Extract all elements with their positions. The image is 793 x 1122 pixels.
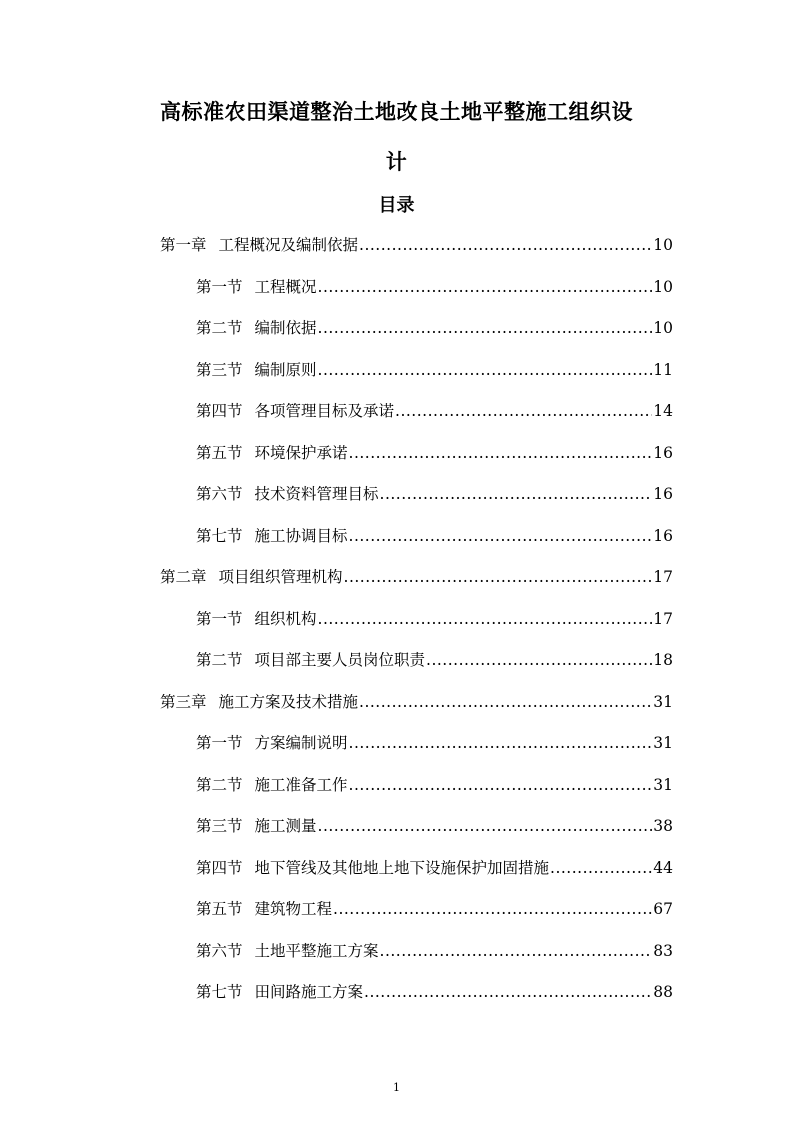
toc-section-2-1[interactable] (196, 604, 673, 634)
toc-entry-title: 组织机构 (254, 609, 317, 628)
toc-dot-leader (426, 645, 652, 675)
toc-section-3-6[interactable] (196, 936, 673, 966)
toc-entry-title: 建筑物工程 (254, 900, 333, 918)
toc-entry-title: 施工准备工作 (254, 775, 348, 794)
document-title-continued: 计 (385, 150, 408, 174)
toc-entry-number: 第二节 (196, 319, 243, 337)
toc-entry-page: 83 (653, 941, 673, 960)
toc-entry-title: 土地平整施工方案 (254, 941, 379, 960)
toc-entry-page: 10 (653, 236, 673, 254)
toc-dot-leader (380, 479, 653, 509)
toc-entry-number: 第五节 (196, 900, 243, 918)
toc-entry-title: 环境保护承诺 (254, 443, 348, 462)
toc-entry-title: 编制依据 (254, 319, 317, 337)
toc-entry-title: 工程概况 (254, 277, 317, 296)
toc-entry-title: 编制原则 (254, 360, 317, 379)
toc-section-3-1[interactable] (196, 728, 673, 758)
toc-entry-number: 第四节 (196, 402, 243, 420)
toc-entry-number: 第四节 (196, 858, 243, 877)
toc-heading: 目录 (378, 195, 415, 216)
toc-dot-leader (380, 936, 653, 966)
toc-section-1-3[interactable] (196, 355, 673, 385)
toc-chapter-3[interactable] (160, 687, 673, 717)
toc-entry-page: 31 (653, 775, 673, 794)
toc-entry-title: 各项管理目标及承诺 (254, 402, 395, 420)
toc-entry-page: 10 (653, 277, 673, 296)
toc-entry-number: 第二章 (160, 568, 207, 586)
toc-entry-title: 施工协调目标 (254, 526, 348, 545)
toc-section-3-4[interactable] (196, 853, 673, 883)
toc-section-3-7[interactable] (196, 977, 673, 1007)
toc-entry-title: 工程概况及编制依据 (218, 236, 359, 254)
toc-entry-number: 第七节 (196, 983, 243, 1001)
toc-entry-title: 项目部主要人员岗位职责 (254, 651, 426, 669)
toc-section-1-2[interactable] (196, 313, 673, 343)
toc-entry-page: 38 (653, 817, 673, 835)
toc-dot-leader (359, 687, 652, 717)
toc-dot-leader (349, 770, 653, 800)
toc-chapter-1[interactable] (160, 230, 673, 260)
toc-dot-leader (349, 728, 653, 758)
toc-dot-leader (344, 562, 653, 592)
toc-entry-number: 第二节 (196, 651, 243, 669)
toc-entry-number: 第三节 (196, 817, 243, 835)
toc-section-3-2[interactable] (196, 770, 673, 800)
toc-entry-number: 第一章 (160, 236, 207, 254)
toc-entry-title: 方案编制说明 (254, 734, 348, 752)
toc-entry-number: 第二节 (196, 775, 243, 794)
toc-dot-leader (318, 811, 653, 841)
toc-dot-leader (318, 313, 653, 343)
toc-section-1-5[interactable] (196, 438, 673, 468)
toc-entry-page: 31 (653, 692, 673, 711)
toc-section-1-6[interactable] (196, 479, 673, 509)
toc-dot-leader (364, 977, 652, 1007)
toc-entry-page: 31 (653, 734, 673, 752)
toc-entry-number: 第五节 (196, 443, 243, 462)
toc-entry-page: 88 (653, 983, 673, 1001)
toc-entry-page: 44 (653, 858, 673, 877)
toc-entry-number: 第六节 (196, 485, 243, 503)
toc-entry-number: 第三节 (196, 360, 243, 379)
toc-dot-leader (318, 355, 653, 385)
toc-dot-leader (318, 604, 653, 634)
document-title: 高标准农田渠道整治土地改良土地平整施工组织设 (160, 100, 633, 124)
toc-entry-page: 14 (653, 402, 673, 420)
toc-entry-number: 第七节 (196, 526, 243, 545)
toc-entry-page: 16 (653, 485, 673, 503)
toc-section-3-3[interactable] (196, 811, 673, 841)
toc-entry-page: 17 (653, 609, 673, 628)
toc-entry-page: 16 (653, 526, 673, 545)
toc-dot-leader (333, 894, 652, 924)
toc-entry-number: 第一节 (196, 609, 243, 628)
toc-entry-number: 第一节 (196, 734, 243, 752)
toc-entry-page: 17 (653, 568, 673, 586)
toc-dot-leader (550, 853, 652, 883)
toc-entry-title: 施工方案及技术措施 (218, 692, 359, 711)
toc-section-1-4[interactable] (196, 396, 673, 426)
toc-entry-number: 第六节 (196, 941, 243, 960)
toc-entry-title: 施工测量 (254, 817, 317, 835)
toc-entry-page: 67 (653, 900, 673, 918)
toc-dot-leader (349, 521, 653, 551)
toc-entry-title: 地下管线及其他地上地下设施保护加固措施 (254, 858, 550, 877)
toc-dot-leader (395, 396, 652, 426)
toc-entry-page: 11 (653, 360, 673, 379)
toc-dot-leader (318, 272, 653, 302)
toc-entry-number: 第三章 (160, 692, 207, 711)
toc-entry-title: 田间路施工方案 (254, 983, 364, 1001)
toc-section-3-5[interactable] (196, 894, 673, 924)
toc-entry-title: 项目组织管理机构 (218, 568, 343, 586)
toc-entry-page: 16 (653, 443, 673, 462)
toc-chapter-2[interactable] (160, 562, 673, 592)
toc-entry-title: 技术资料管理目标 (254, 485, 379, 503)
toc-entry-page: 18 (653, 651, 673, 669)
toc-entry-number: 第一节 (196, 277, 243, 296)
toc-entry-page: 10 (653, 319, 673, 337)
toc-dot-leader (349, 438, 653, 468)
page-number: 1 (393, 1081, 400, 1094)
toc-section-1-1[interactable] (196, 272, 673, 302)
toc-section-1-7[interactable] (196, 521, 673, 551)
toc-dot-leader (359, 230, 652, 260)
toc-section-2-2[interactable] (196, 645, 673, 675)
